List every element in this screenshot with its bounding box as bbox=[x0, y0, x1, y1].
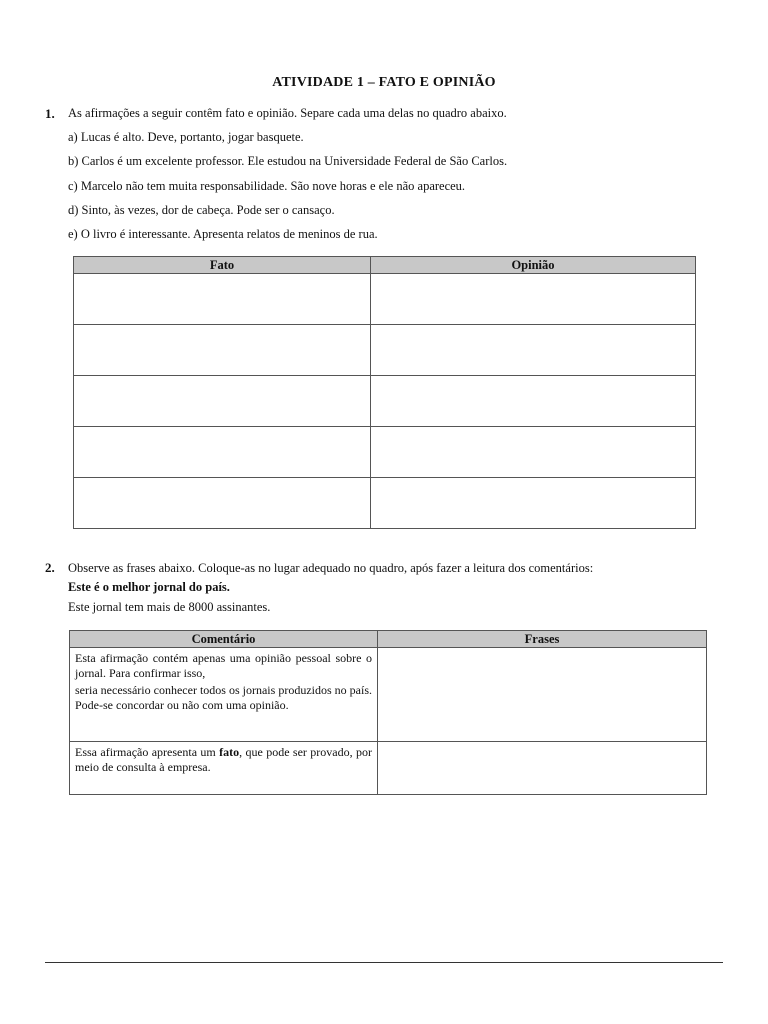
comment-text: Esta afirmação contém apenas uma opinião pessoal sobre o jornal. Para confirmar isso, bbox=[75, 651, 372, 680]
question-2-number: 2. bbox=[45, 560, 55, 575]
statement-c: c) Marcelo não tem muita responsabilidade. São nove horas e ele não apareceu. bbox=[68, 179, 466, 193]
page-title: ATIVIDADE 1 – FATO E OPINIÃO bbox=[272, 75, 496, 90]
question-1-prompt: As afirmações a seguir contêm fato e opinião. Separe cada uma delas no quadro abaixo. bbox=[68, 106, 507, 120]
fato-cell[interactable] bbox=[74, 427, 371, 478]
table-row bbox=[74, 274, 696, 325]
fato-cell[interactable] bbox=[74, 376, 371, 427]
opiniao-cell[interactable] bbox=[371, 376, 696, 427]
header-opiniao: Opinião bbox=[371, 257, 696, 274]
statement-d: d) Sinto, às vezes, dor de cabeça. Pode ser o cansaço. bbox=[68, 203, 335, 217]
comment-text: Essa afirmação apresenta um bbox=[75, 745, 220, 759]
fato-cell[interactable] bbox=[74, 325, 371, 376]
comment-text: seria necessário conhecer todos os jornais produzidos no país. Pode-se concordar ou não com uma opinião. bbox=[75, 683, 372, 712]
fato-cell[interactable] bbox=[74, 274, 371, 325]
comment-text: , que pode ser provado, por meio de consulta à empresa. bbox=[75, 745, 372, 774]
comment-phrase-table bbox=[69, 630, 707, 795]
comment-cell-fact bbox=[70, 742, 378, 795]
question-2-prompt: Observe as frases abaixo. Coloque-as no lugar adequado no quadro, após fazer a leitura dos comentários: bbox=[68, 561, 594, 575]
fato-cell[interactable] bbox=[74, 478, 371, 529]
table-row bbox=[74, 325, 696, 376]
table-row bbox=[74, 427, 696, 478]
header-frases: Frases bbox=[378, 631, 707, 648]
opiniao-cell[interactable] bbox=[371, 478, 696, 529]
statement-b: b) Carlos é um excelente professor. Ele estudou na Universidade Federal de São Carlos. bbox=[68, 154, 508, 168]
comment-bold-term: fato bbox=[219, 745, 240, 759]
frase-cell[interactable] bbox=[378, 648, 707, 742]
table-header-row bbox=[70, 631, 707, 648]
comment-cell-opinion bbox=[70, 648, 378, 742]
footer-divider bbox=[45, 962, 723, 963]
table-header-row bbox=[74, 257, 696, 274]
statement-e: e) O livro é interessante. Apresenta relatos de meninos de rua. bbox=[68, 227, 378, 241]
opiniao-cell[interactable] bbox=[371, 325, 696, 376]
table-row bbox=[70, 742, 707, 795]
table-row bbox=[74, 478, 696, 529]
phrase-2: Este jornal tem mais de 8000 assinantes. bbox=[68, 600, 271, 614]
table-row bbox=[74, 376, 696, 427]
frase-cell[interactable] bbox=[378, 742, 707, 795]
opiniao-cell[interactable] bbox=[371, 274, 696, 325]
table-row bbox=[70, 648, 707, 742]
fact-opinion-table bbox=[73, 256, 696, 529]
statement-a: a) Lucas é alto. Deve, portanto, jogar basquete. bbox=[68, 130, 304, 144]
opiniao-cell[interactable] bbox=[371, 427, 696, 478]
phrase-1: Este é o melhor jornal do país. bbox=[68, 580, 230, 594]
header-comentario: Comentário bbox=[70, 631, 378, 648]
header-fato: Fato bbox=[74, 257, 371, 274]
question-1-number: 1. bbox=[45, 106, 55, 121]
